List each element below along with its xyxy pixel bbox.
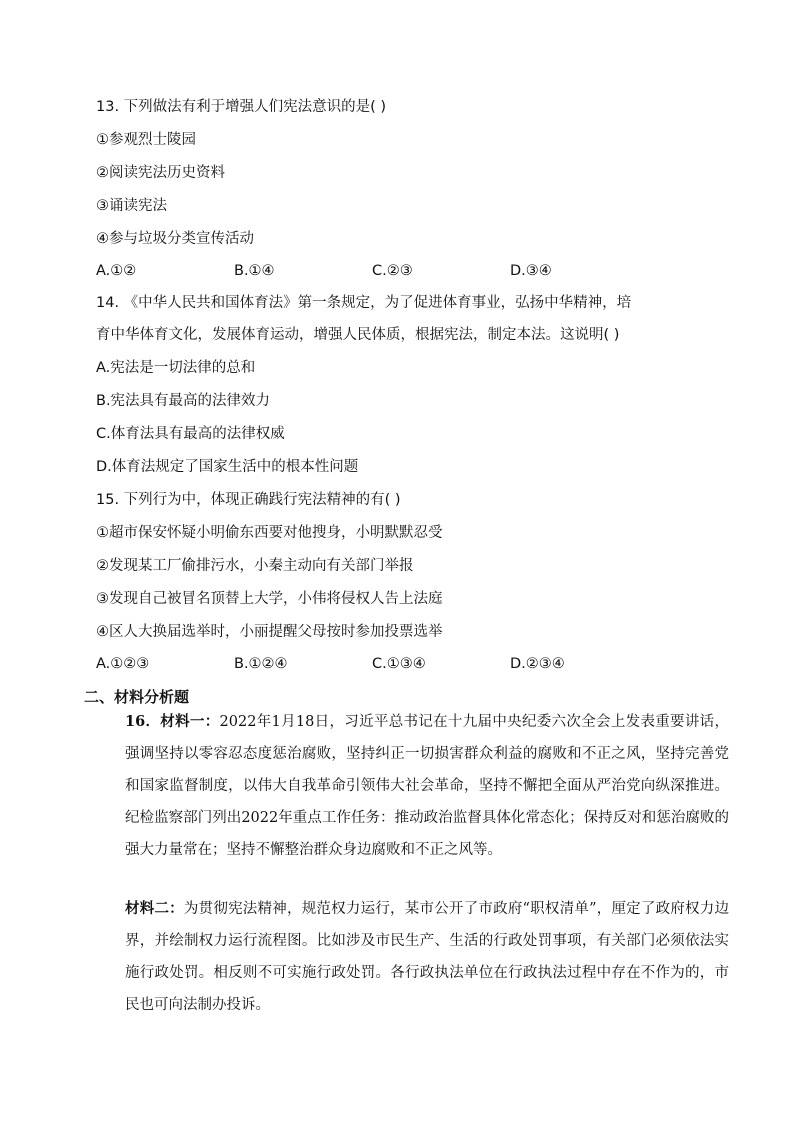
q13-option-b[interactable]: B.①④ [234, 263, 275, 279]
q16-material-1 [96, 706, 729, 866]
q13-item-4: ④参与垃圾分类宣传活动 [96, 231, 254, 247]
q14-option-c[interactable]: C.体育法具有最高的法律权威 [96, 426, 285, 442]
q15-options [96, 654, 700, 674]
q15-option-d[interactable]: D.②③④ [510, 656, 565, 672]
q16-material-2-lead: 材料二： [125, 900, 184, 917]
q14-option-b[interactable]: B.宪法具有最高的法律效力 [96, 393, 271, 409]
q13-options [96, 261, 700, 281]
q16-material-2-text: 为贯彻宪法精神，规范权力运行，某市公开了市政府“职权清单”，厘定了政府权力边界，并绘制权力运行流程图。比如涉及市民生产、生活的行政处罚事项，有关部门必须依法实施行政处罚。相反则不可实施行政处罚。各行政执法单位在行政执法过程中存在不作为的，市民也可向法制办投诉。 [125, 901, 730, 1013]
q13-option-c[interactable]: C.②③ [372, 263, 413, 279]
section-title: 二、材料分析题 [84, 688, 190, 706]
q15-item-3: ③发现自己被冒名顶替上大学，小伟将侵权人告上法庭 [96, 591, 443, 607]
q13-option-d[interactable]: D.③④ [510, 263, 552, 279]
q13-stem: 13. 下列做法有利于增强人们宪法意识的是( ) [96, 99, 387, 115]
q13-item-2: ②阅读宪法历史资料 [96, 165, 225, 181]
q14-option-a[interactable]: A.宪法是一切法律的总和 [96, 360, 256, 376]
q15-item-4: ④区人大换届选举时，小丽提醒父母按时参加投票选举 [96, 624, 443, 640]
q15-item-2: ②发现某工厂偷排污水，小秦主动向有关部门举报 [96, 558, 414, 574]
q13-item-3: ③诵读宪法 [96, 198, 167, 214]
q14-stem-line1: 14. 《中华人民共和国体育法》第一条规定，为了促进体育事业，弘扬中华精神，培 [96, 295, 632, 311]
q15-option-c[interactable]: C.①③④ [372, 656, 426, 672]
q14-stem-line2: 育中华体育文化，发展体育运动，增强人民体质，根据宪法，制定本法。这说明( ) [96, 327, 620, 343]
q15-stem: 15. 下列行为中，体现正确践行宪法精神的有( ) [96, 492, 401, 508]
q14-option-d[interactable]: D.体育法规定了国家生活中的根本性问题 [96, 459, 359, 475]
q15-option-b[interactable]: B.①②④ [234, 656, 288, 672]
q13-option-a[interactable]: A.①② [96, 263, 137, 279]
q16-material-1-lead: 16．材料一： [125, 713, 220, 730]
q15-item-1: ①超市保安怀疑小明偷东西要对他搜身，小明默默忍受 [96, 525, 443, 541]
q16-material-2 [96, 893, 729, 1021]
q15-option-a[interactable]: A.①②③ [96, 656, 150, 672]
q16-material-1-text: 2022年1月18日，习近平总书记在十九届中央纪委六次全会上发表重要讲话，强调坚持以零容忍态度惩治腐败，坚持纠正一切损害群众利益的腐败和不正之风，坚持完善党和国家监督制度，以伟大自我革命引领伟大社会革命，坚持不懈把全面从严治党向纵深推进。纪检监察部门列出2022年重点工作任务：推动政治监督具体化常态化；保持反对和惩治腐败的强大力量常在；坚持不懈整治群众身边腐败和不正之风等。 [125, 714, 729, 858]
q13-item-1: ①参观烈士陵园 [96, 132, 196, 148]
